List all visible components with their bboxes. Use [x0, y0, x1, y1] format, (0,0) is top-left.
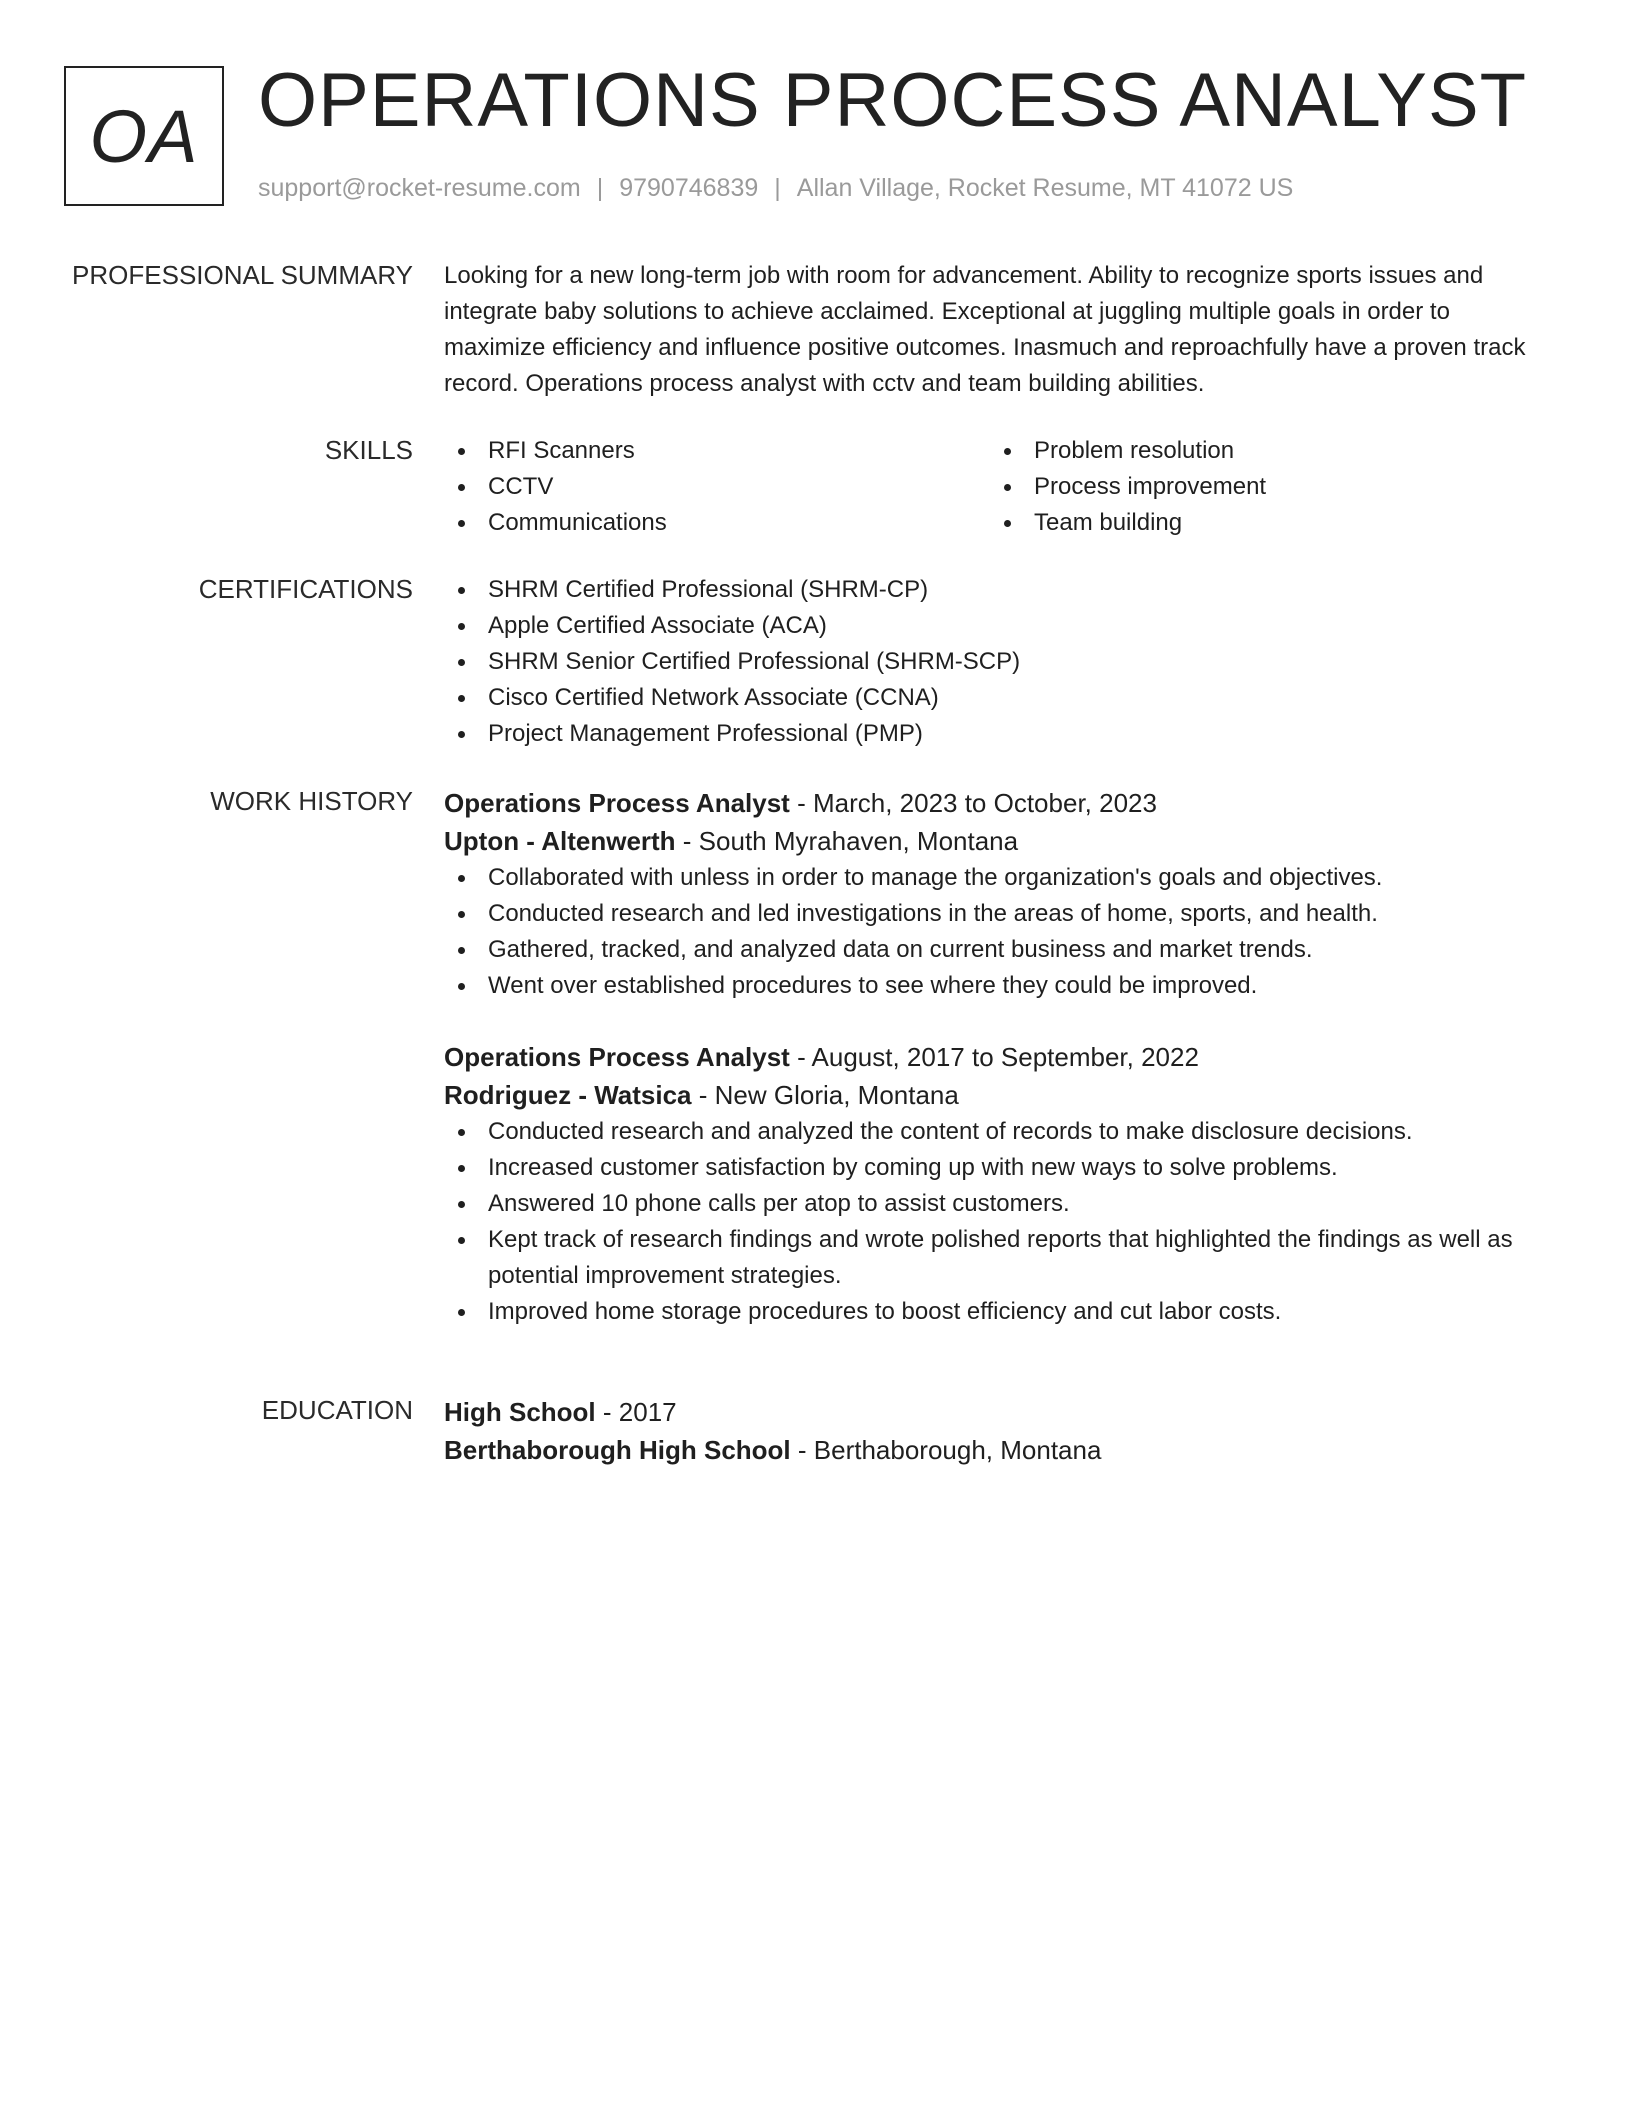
- job-title-line: [444, 784, 1554, 822]
- job-company-line: [444, 1076, 1554, 1114]
- skill-item: RFI Scanners: [444, 433, 990, 469]
- monogram-box: [64, 66, 224, 206]
- certification-item: Cisco Certified Network Associate (CCNA): [444, 680, 1554, 716]
- summary-text: Looking for a new long-term job with room for advancement. Ability to recognize sports issues and integrate baby solutions to achieve acclaimed. Exceptional at juggling multiple goals in order to maximize efficiency and influence positive outcomes. Inasmuch and reproachfully have a proven track record. Operations process analyst with cctv and team building abilities.: [444, 262, 1526, 397]
- job-title: Operations Process Analyst: [444, 788, 790, 818]
- contact-phone: 9790746839: [619, 174, 759, 202]
- contact-address: Allan Village, Rocket Resume, MT 41072 US: [796, 174, 1294, 202]
- certification-item: Apple Certified Associate (ACA): [444, 608, 1554, 644]
- job-bullet: Gathered, tracked, and analyzed data on current business and market trends.: [444, 932, 1554, 968]
- job-title: Operations Process Analyst: [444, 1042, 790, 1072]
- skills-column-1: [444, 433, 990, 541]
- monogram-initials: OA: [89, 94, 199, 178]
- education-degree: High School: [444, 1397, 596, 1427]
- job-bullets: [444, 860, 1554, 1004]
- certification-item: Project Management Professional (PMP): [444, 716, 1554, 752]
- job-entry: [444, 1038, 1554, 1330]
- job-company-line: [444, 822, 1554, 860]
- skills-label: SKILLS: [324, 435, 413, 465]
- job-bullet: Conducted research and analyzed the content of records to make disclosure decisions.: [444, 1114, 1554, 1150]
- job-bullet: Answered 10 phone calls per atop to assist customers.: [444, 1186, 1554, 1222]
- contact-line: [258, 174, 1293, 203]
- contact-email: support@rocket-resume.com: [258, 174, 581, 202]
- education-school: Berthaborough High School: [444, 1435, 791, 1465]
- skill-item: Team building: [990, 505, 1536, 541]
- job-title-line: [444, 1038, 1554, 1076]
- certifications-label: CERTIFICATIONS: [198, 574, 413, 604]
- education-location: - Berthaborough, Montana: [797, 1435, 1102, 1465]
- work-history-label: WORK HISTORY: [210, 786, 413, 816]
- job-bullet: Conducted research and led investigations in the areas of home, sports, and health.: [444, 896, 1554, 932]
- job-dates: - March, 2023 to October, 2023: [797, 788, 1157, 818]
- job-bullet: Went over established procedures to see where they could be improved.: [444, 968, 1554, 1004]
- skill-item: Problem resolution: [990, 433, 1536, 469]
- job-bullets: [444, 1114, 1554, 1330]
- job-bullet: Improved home storage procedures to boost efficiency and cut labor costs.: [444, 1294, 1554, 1330]
- summary-label: PROFESSIONAL SUMMARY: [72, 260, 413, 290]
- job-bullet: Increased customer satisfaction by coming up with new ways to solve problems.: [444, 1150, 1554, 1186]
- certification-item: SHRM Senior Certified Professional (SHRM-SCP): [444, 644, 1554, 680]
- skill-item: CCTV: [444, 469, 990, 505]
- job-company: Upton - Altenwerth: [444, 826, 676, 856]
- job-location: - South Myrahaven, Montana: [682, 826, 1019, 856]
- job-dates: - August, 2017 to September, 2022: [797, 1042, 1199, 1072]
- education-school-line: [444, 1431, 1554, 1469]
- resume-title: OPERATIONS PROCESS ANALYST: [258, 58, 1528, 143]
- education-label: EDUCATION: [261, 1395, 413, 1425]
- contact-separator: |: [774, 174, 781, 202]
- job-bullet: Kept track of research findings and wrote polished reports that highlighted the findings as well as potential improvement strategies.: [444, 1222, 1554, 1294]
- contact-separator: |: [596, 174, 604, 202]
- skill-item: Process improvement: [990, 469, 1536, 505]
- job-company: Rodriguez - Watsica: [444, 1080, 692, 1110]
- skills-column-2: [990, 433, 1536, 541]
- certifications-list: [444, 572, 1554, 752]
- certification-item: SHRM Certified Professional (SHRM-CP): [444, 572, 1554, 608]
- job-bullet: Collaborated with unless in order to manage the organization's goals and objectives.: [444, 860, 1554, 896]
- skill-item: Communications: [444, 505, 990, 541]
- education-degree-line: [444, 1393, 1554, 1431]
- education-year: - 2017: [602, 1397, 677, 1427]
- job-entry: [444, 784, 1554, 1004]
- job-location: - New Gloria, Montana: [698, 1080, 959, 1110]
